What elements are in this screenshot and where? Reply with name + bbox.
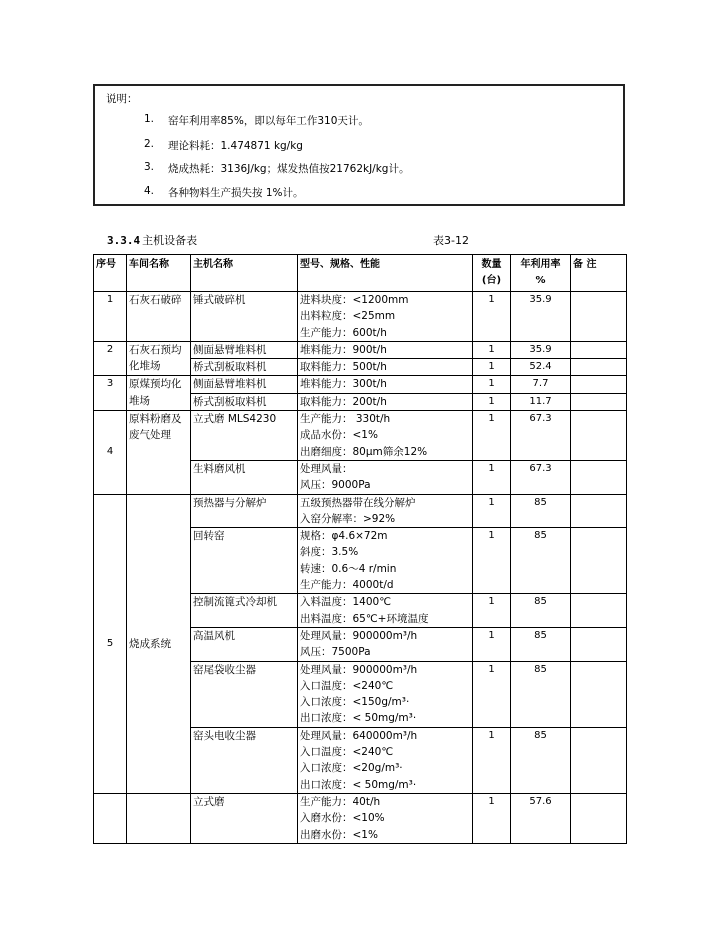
spec-cell: [298, 341, 473, 358]
spec-line: 入口温度：<240℃: [300, 679, 394, 692]
remark-cell: [571, 627, 627, 661]
qty-cell: 1: [473, 727, 511, 793]
util-cell: 85: [511, 661, 571, 727]
note-number: 4.: [144, 185, 155, 197]
spec-line: 规格：φ4.6×72m: [300, 530, 388, 543]
remark-cell: [571, 292, 627, 342]
workshop-cell: 原料粉磨及废气处理: [127, 411, 191, 494]
machine-cell: 预热器与分解炉: [191, 494, 298, 528]
spec-cell: [298, 292, 473, 342]
spec-line: 进料块度：<1200mm: [300, 294, 409, 306]
spec-line: 入口浓度：<150g/m³·: [300, 696, 410, 709]
remark-cell: [571, 460, 627, 494]
spec-cell: [298, 460, 473, 494]
spec-line: 出料粒度：<25mm: [300, 310, 396, 323]
header-workshop: 车间名称: [127, 255, 191, 292]
workshop-cell: 原煤预均化堆场: [127, 376, 191, 411]
note-number: 3.: [144, 161, 155, 173]
spec-line: 入磨水份：<10%: [300, 812, 385, 825]
qty-cell: 1: [473, 793, 511, 843]
spec-line: 处理风量：640000m³/h: [300, 729, 418, 742]
spec-line: 风压：9000Pa: [300, 479, 371, 492]
util-cell: 85: [511, 594, 571, 628]
machine-cell: 控制流篦式冷却机: [191, 594, 298, 628]
spec-line: 成品水份：<1%: [300, 429, 378, 442]
util-cell: 67.3: [511, 411, 571, 461]
seq-cell: 5: [94, 494, 127, 793]
table-number: 表3-12: [433, 234, 469, 247]
spec-cell: [298, 661, 473, 727]
workshop-cell: [127, 793, 191, 843]
table-row: [94, 341, 627, 358]
section-title: 主机设备表: [142, 234, 198, 247]
remark-cell: [571, 528, 627, 594]
remark-cell: [571, 393, 627, 410]
spec-line: 出磨细度：80μm筛余12%: [300, 445, 428, 458]
spec-cell: [298, 494, 473, 528]
spec-line: 生产能力：40t/h: [300, 795, 381, 808]
machine-cell: 生料磨风机: [191, 460, 298, 494]
table-row: [94, 411, 627, 461]
section-heading: [107, 232, 197, 248]
machine-cell: 桥式刮板取料机: [191, 359, 298, 376]
remark-cell: [571, 376, 627, 393]
header-machine: 主机名称: [191, 255, 298, 292]
header-util-line2: %: [535, 275, 546, 287]
machine-cell: 锤式破碎机: [191, 292, 298, 342]
qty-cell: 1: [473, 411, 511, 461]
util-cell: 85: [511, 727, 571, 793]
note-number: 1.: [144, 113, 155, 125]
note-text: 窑年利用率85%，即以每年工作310天计。: [168, 115, 369, 127]
spec-line: 生产能力：600t/h: [300, 326, 387, 339]
spec-line: 取料能力：200t/h: [300, 395, 387, 408]
table-row: [94, 376, 627, 393]
machine-cell: 立式磨: [191, 793, 298, 843]
qty-cell: 1: [473, 376, 511, 393]
qty-cell: 1: [473, 292, 511, 342]
spec-line: 入口温度：<240℃: [300, 746, 394, 759]
util-cell: 85: [511, 528, 571, 594]
qty-cell: 1: [473, 528, 511, 594]
table-body: [94, 292, 627, 844]
spec-line: 处理风量：900000m³/h: [300, 663, 418, 676]
spec-line: 出口浓度：< 50mg/m³·: [300, 712, 417, 725]
spec-cell: [298, 727, 473, 793]
remark-cell: [571, 494, 627, 528]
spec-cell: [298, 393, 473, 410]
spec-line: 入窑分解率：>92%: [300, 512, 396, 525]
note-text: 理论料耗：1.474871 kg/kg: [168, 140, 303, 152]
util-cell: 11.7: [511, 393, 571, 410]
qty-cell: 1: [473, 359, 511, 376]
header-qty: [473, 255, 511, 292]
spec-line: 出口浓度：< 50mg/m³·: [300, 778, 417, 791]
remark-cell: [571, 793, 627, 843]
qty-cell: 1: [473, 393, 511, 410]
util-cell: 52.4: [511, 359, 571, 376]
spec-line: 堆料能力：900t/h: [300, 343, 387, 356]
spec-line: 处理风量：900000m³/h: [300, 629, 418, 642]
section-number: 3.3.4: [107, 234, 141, 247]
seq-cell: 3: [94, 376, 127, 411]
spec-cell: [298, 627, 473, 661]
spec-line: 五级预热器带在线分解炉: [300, 496, 416, 509]
remark-cell: [571, 411, 627, 461]
note-text: 各种物料生产损失按 1%计。: [168, 187, 304, 199]
qty-cell: 1: [473, 494, 511, 528]
table-row: [94, 793, 627, 843]
equipment-table: [93, 254, 627, 844]
seq-cell: [94, 793, 127, 843]
qty-cell: 1: [473, 661, 511, 727]
remark-cell: [571, 594, 627, 628]
machine-cell: 桥式刮板取料机: [191, 393, 298, 410]
machine-cell: 窑尾袋收尘器: [191, 661, 298, 727]
note-number: 2.: [144, 138, 155, 150]
header-spec: 型号、规格、性能: [298, 255, 473, 292]
util-cell: 85: [511, 494, 571, 528]
spec-cell: [298, 359, 473, 376]
spec-cell: [298, 793, 473, 843]
spec-cell: [298, 411, 473, 461]
workshop-cell: 石灰石预均化堆场: [127, 341, 191, 376]
workshop-cell: 石灰石破碎: [127, 292, 191, 342]
util-cell: 57.6: [511, 793, 571, 843]
spec-line: 生产能力： 330t/h: [300, 413, 391, 426]
util-cell: 67.3: [511, 460, 571, 494]
header-remark: 备 注: [571, 255, 627, 292]
qty-cell: 1: [473, 627, 511, 661]
workshop-cell: 烧成系统: [127, 494, 191, 793]
spec-line: 斜度：3.5%: [300, 546, 359, 559]
util-cell: 7.7: [511, 376, 571, 393]
spec-cell: [298, 594, 473, 628]
remark-cell: [571, 661, 627, 727]
spec-line: 出磨水份：<1%: [300, 828, 378, 841]
note-text: 烧成热耗：3136J/kg；煤发热值按21762kJ/kg计。: [168, 163, 410, 175]
spec-line: 堆料能力：300t/h: [300, 378, 387, 391]
table-row: [94, 292, 627, 342]
spec-cell: [298, 376, 473, 393]
spec-line: 出料温度：65℃+环境温度: [300, 612, 429, 625]
spec-line: 转速：0.6～4 r/min: [300, 562, 397, 575]
machine-cell: 立式磨 MLS4230: [191, 411, 298, 461]
header-util-line1: 年利用率: [520, 259, 561, 270]
qty-cell: 1: [473, 460, 511, 494]
machine-cell: 窑头电收尘器: [191, 727, 298, 793]
seq-cell: 1: [94, 292, 127, 342]
spec-line: 入料温度：1400℃: [300, 596, 392, 609]
notes-box: [93, 84, 625, 206]
remark-cell: [571, 341, 627, 358]
header-util: [511, 255, 571, 292]
seq-cell: 2: [94, 341, 127, 376]
table-row: [94, 494, 627, 528]
seq-cell: 4: [94, 411, 127, 494]
machine-cell: 高温风机: [191, 627, 298, 661]
machine-cell: 回转窑: [191, 528, 298, 594]
header-qty-line1: 数量: [481, 259, 502, 270]
spec-line: 风压：7500Pa: [300, 646, 371, 659]
spec-line: 生产能力：4000t/d: [300, 579, 394, 592]
qty-cell: 1: [473, 594, 511, 628]
header-qty-line2: (台): [481, 275, 502, 287]
spec-cell: [298, 528, 473, 594]
remark-cell: [571, 727, 627, 793]
machine-cell: 侧面悬臂堆料机: [191, 376, 298, 393]
machine-cell: 侧面悬臂堆料机: [191, 341, 298, 358]
spec-line: 入口浓度：<20g/m³·: [300, 762, 403, 775]
header-row: [94, 255, 627, 292]
qty-cell: 1: [473, 341, 511, 358]
util-cell: 85: [511, 627, 571, 661]
spec-line: 取料能力：500t/h: [300, 361, 387, 374]
header-seq: 序号: [94, 255, 127, 292]
remark-cell: [571, 359, 627, 376]
util-cell: 35.9: [511, 292, 571, 342]
notes-title: 说明：: [106, 93, 138, 105]
spec-line: 处理风量：: [300, 462, 353, 475]
util-cell: 35.9: [511, 341, 571, 358]
